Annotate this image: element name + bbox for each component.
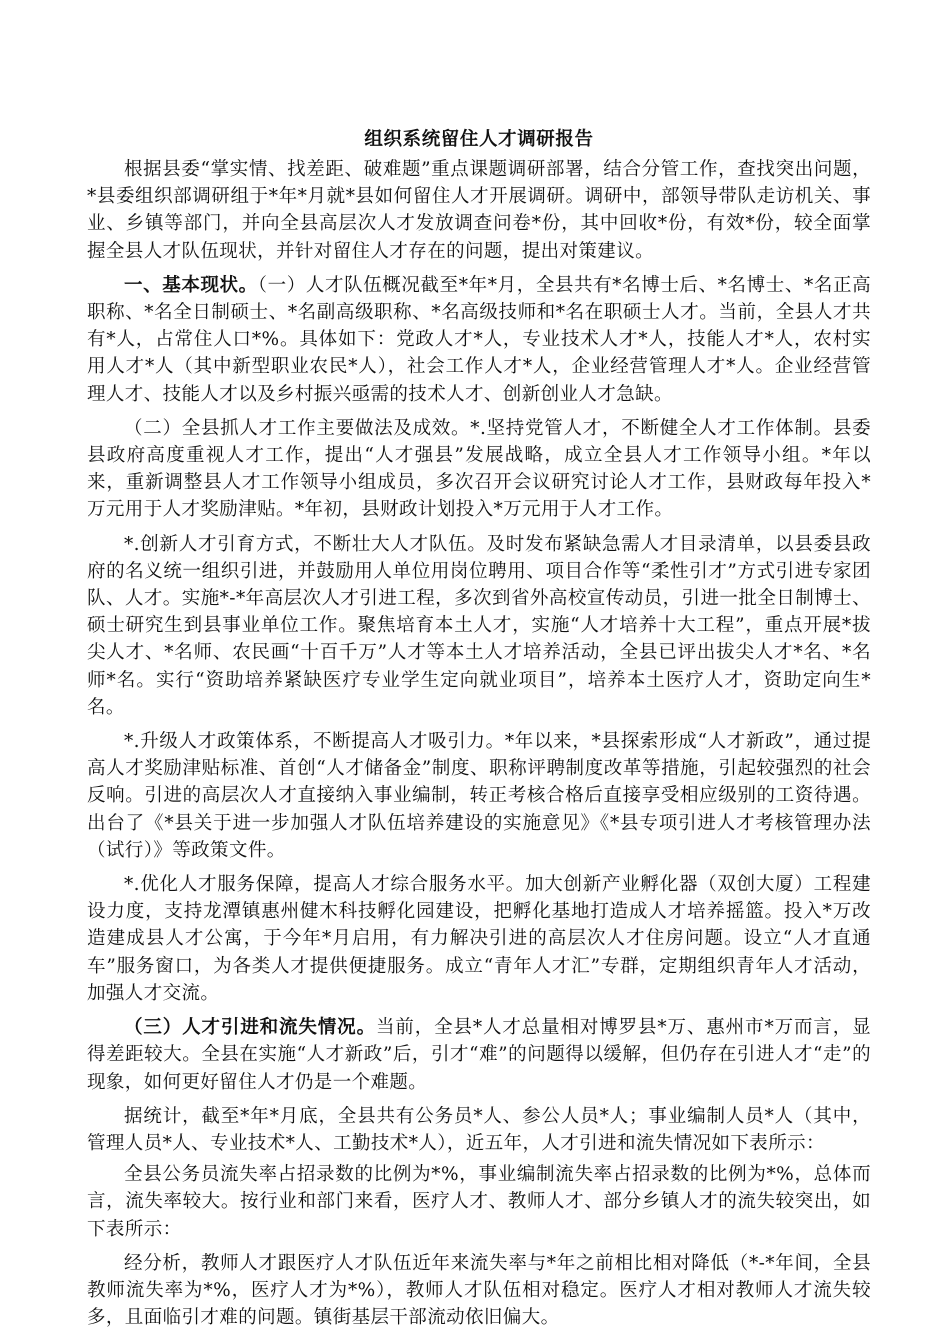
section-introduction-loss-heading: （三）人才引进和流失情况。 <box>124 1017 376 1039</box>
analysis-paragraph: 经分析，教师人才跟医疗人才队伍近年来流失率与*年之前相比相对降低（*-*年间，全县教师流失率为*%，医疗人才为*%），教师人才队伍相对稳定。医疗人才相对教师人才流失较多，且面临引才难的问题。镇街基层干部流动依旧偏大。 <box>87 1252 871 1329</box>
statistics-paragraph: 据统计，截至*年*月底，全县共有公务员*人、参公人员*人；事业编制人员*人（其中，管理人员*人、专业技术*人、工勤技术*人），近五年，人才引进和流失情况如下表所示： <box>87 1105 871 1154</box>
document-title: 组织系统留住人才调研报告 <box>364 129 594 150</box>
talent-policy-paragraph: *.升级人才政策体系，不断提高人才吸引力。*年以来，*县探索形成“人才新政”，通过提高人才奖励津贴标准、首创“人才储备金”制度、职称评聘制度改革等措施，引起较强烈的社会反响。引进的高层次人才直接纳入事业编制，转正考核合格后直接享受相应级别的工资待遇。出台了《*县关于进一步加强人才队伍培养建设的实施意见》《*县专项引进人才考核管理办法（试行）》等政策文件。 <box>87 731 871 861</box>
section-basic-status-paragraph <box>87 272 871 408</box>
talent-work-measures-paragraph: （二）全县抓人才工作主要做法及成效。*.坚持党管人才，不断健全人才工作体制。县委县政府高度重视人才工作，提出“人才强县”发展战略，成立全县人才工作领导小组。*年以来，重新调整县人才工作领导小组成员，多次召开会议研究讨论人才工作，县财政每年投入*万元用于人才奖励津贴。*年初，县财政计划投入*万元用于人才工作。 <box>87 417 871 521</box>
section-introduction-loss-text: 当前，全县*人才总量相对博罗县*万、惠州市*万而言，显得差距较大。全县在实施“人才新政”后，引才“难”的问题得以缓解，但仍存在引进人才“走”的现象，如何更好留住人才仍是一个难题。 <box>87 1017 871 1093</box>
intro-paragraph: 根据县委“掌实情、找差距、破难题”重点课题调研部署，结合分管工作，查找突出问题，*县委组织部调研组于*年*月就*县如何留住人才开展调研。调研中，部领导带队走访机关、事业、乡镇等部门，并向全县高层次人才发放调查问卷*份，其中回收*份，有效*份，较全面掌握全县人才队伍现状，并针对留住人才存在的问题，提出对策建议。 <box>87 159 871 262</box>
section-introduction-loss-paragraph <box>87 1014 871 1096</box>
document-body <box>87 126 871 1338</box>
section-basic-status-heading: 一、基本现状。 <box>124 274 258 296</box>
talent-service-paragraph: *.优化人才服务保障，提高人才综合服务水平。加大创新产业孵化器（双创大厦）工程建设力度，支持龙潭镇惠州健木科技孵化园建设，把孵化基地打造成人才培养摇篮。投入*万改造建成县人才公寓，于今年*月启用，有力解决引进的高层次人才住房问题。设立“人才直通车”服务窗口，为各类人才提供便捷服务。成立“青年人才汇”专群，定期组织青年人才活动，加强人才交流。 <box>87 874 871 1004</box>
section-basic-status-text: （一）人才队伍概况截至*年*月，全县共有*名博士后、*名博士、*名正高职称、*名全日制硕士、*名副高级职称、*名高级技师和*名在职硕士人才。当前，全县人才共有*人，占常住人口*%。具体如下：党政人才*人，专业技术人才*人，技能人才*人，农村实用人才*人（其中新型职业农民*人），社会工作人才*人，企业经营管理人才*人。企业经营管理人才、技能人才以及乡村振兴亟需的技术人才、创新创业人才急缺。 <box>87 274 871 405</box>
loss-rate-paragraph: 全县公务员流失率占招录数的比例为*%，事业编制流失率占招录数的比例为*%，总体而言，流失率较大。按行业和部门来看，医疗人才、教师人才、部分乡镇人才的流失较突出，如下表所示： <box>87 1164 871 1240</box>
talent-recruitment-paragraph: *.创新人才引育方式，不断壮大人才队伍。及时发布紧缺急需人才目录清单，以县委县政府的名义统一组织引进，并鼓励用人单位用岗位聘用、项目合作等“柔性引才”方式引进专家团队、人才。实施*-*年高层次人才引进工程，多次到省外高校宣传动员，引进一批全日制博士、硕士研究生到县事业单位工作。聚焦培育本土人才，实施“人才培养十大工程”，重点开展*拔尖人才、*名师、农民画“十百千万”人才等本土人才培养活动，全县已评出拔尖人才*名、*名师*名。实行“资助培养紧缺医疗专业学生定向就业项目”，培养本土医疗人才，资助定向生*名。 <box>87 533 871 718</box>
